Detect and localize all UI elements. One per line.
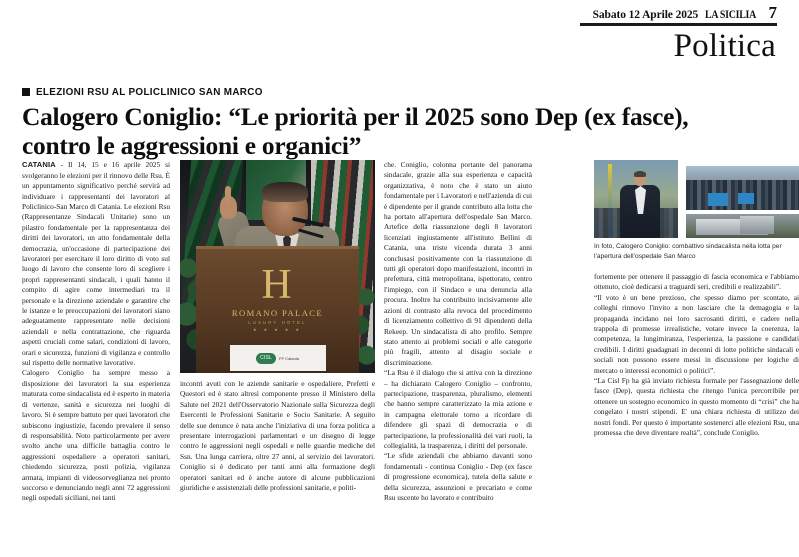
article-photo-podium — [180, 160, 375, 373]
dateline-city: CATANIA — [22, 160, 56, 169]
masthead-date: Sabato 12 Aprile 2025 — [592, 9, 699, 21]
podium-plate — [218, 263, 338, 337]
article-column-3 — [384, 160, 532, 503]
speaker-hair — [634, 171, 646, 177]
cisl-sign-text: FP Catania — [279, 355, 299, 361]
column4-paragraph-3: “La Cisl Fp ha già inviato richiesta formale per l'assegnazione delle fasce (Dep), questa richiesta che ritengo l'unica percorribile per ottenere un sostegno economico in questo momento di “crisi” che ha congelato i nostri stipendi. E' una chiara richiesta di utilizzo dei nostri fondi. Per questo è importante sostenerci alle elezioni Rsu, una promessa che deve diventare realtà”, conclude Coniglio. — [594, 376, 799, 438]
article-column-1 — [22, 160, 170, 504]
article-body — [22, 160, 799, 555]
hotel-stars-icon: ★ ★ ★ ★ ★ — [253, 327, 302, 332]
hotel-monogram-icon: H — [261, 262, 294, 308]
section-title: Politica — [673, 28, 776, 64]
kicker-label: ELEZIONI RSU AL POLICLINICO SAN MARCO — [36, 86, 263, 98]
masthead-page-number: 7 — [768, 3, 777, 22]
headline-line-2: contro le aggressioni e organici” — [22, 132, 362, 161]
masthead — [22, 0, 777, 21]
protest-banner-2 — [738, 193, 754, 204]
podium — [196, 246, 359, 373]
paragraph — [22, 160, 170, 368]
photo-demonstration-crowd — [686, 166, 799, 210]
column3-paragraph-1: che. Coniglio, colonna portante del panorama sindacale, grazie alla sua esperienza e capacità organizzativa, è noto che è stato un aiuto fondamentale per i Lavoratori e nell'azienda di cui è dipendente per il grande contributo alla lotta che ha portato all'apertura dell'ospedale San Marco. Artefice della riassunzione degli 8 lavoratori licenziati ingiustamente all'istituto Bellini di Catania, una triste vicenda durata 3 anni conclusasi positivamente con la riassunzione di tutti gli operatori dopo manifestazioni, incontri in prefettura, città metropolitana, ispettorato, centro l'impiego, con il Sindaco e una denuncia alla procura. Inoltre ha contribuito incisivamente alle azioni di contrasto alla revoca del procedimento di licenziamento collettivo di 91 dipendenti della Rekeep. Un sindacalista di alto profilo. Sempre stato attento ai problemi sociali e alle categorie più fragili, attento al disagio sociale e discriminazione. — [384, 160, 532, 367]
hotel-subtitle: LUXURY HOTEL — [248, 320, 307, 325]
speaker-pointing-finger — [225, 186, 231, 202]
hospital-building-2 — [740, 216, 774, 234]
photo-hospital-aerial — [686, 214, 799, 238]
article-column-4 — [594, 272, 799, 439]
protest-banner-1 — [708, 193, 728, 206]
masthead-divider — [580, 23, 777, 26]
masthead-paper-name: LA SICILIA — [705, 9, 757, 21]
bullet-square-icon — [22, 88, 30, 96]
dateline-dash: - — [55, 160, 68, 169]
column4-paragraph-2: “Il voto è un bene prezioso, che spesso diamo per scontato, ai colleghi rinnovo l'invito a non lasciare che la demagogia e la propaganda incidano nei loro sacrosanti diritti, e cadere nella trappola di promesse irrealistiche, votare invece la coerenza, la competenza, la lungimiranza, l'esperienza, la passione e candidati credibili. I diritti guadagnati in decenni di lotte politiche sindacali e sociali non possono essere messi in discussione per logiche di mercato o interessi economici o politici”. — [594, 292, 799, 375]
column3-paragraph-2: “La Rsu è il dialogo che si attiva con la direzione – ha dichiarato Calogero Coniglio – confronto, partecipazione, trasparenza, pluralismo, elementi che hanno sempre caratterizzato la mia azione e in campagna elettorale torno a ricordare di difendere gli spazi di democrazia e di partecipazione, la professionalità dei vari ruoli, la collegialità, la trasparenza, i diritti del personale. — [384, 368, 532, 450]
article-column-2 — [180, 379, 375, 493]
photo-speaker-outdoor — [594, 160, 678, 238]
cisl-logo-icon: CISL — [256, 353, 276, 364]
page-title — [22, 103, 777, 162]
column3-paragraph-3: “Le sfide aziendali che abbiamo davanti sono fondamentali - continua Coniglio - Dep (ex fasce di progressione economica), tutela della salute e della sicurezza, assunzioni e precariato e come Rsu uscente ho lavorato e contribuito — [384, 451, 532, 502]
column1-paragraph-2: Calogero Coniglio ha sempre messo a disposizione dei lavoratori la sua esperienza maturata come sindacalista ed è esperto in materia di vertenze, sanità e sicurezza nei luoghi di lavoro. Si è sempre battuto per quei lavoratori che subiscono ingiustizie, facendo prevalere il senso di responsabilità. Noto particolarmente per avere svolto anche una difficile battaglia contro le aggressioni ospedaliere a operatori sanitari, chiedendo sicurezza, posti polizia, vigilanza armata, impianti di videosorveglianza nei pronto soccorso e denunciando negli anni 72 aggressioni negli ospedali siciliani, nei tanti — [22, 368, 170, 503]
column1-paragraph-1: Il 14, 15 e 16 aprile 2025 si svolgeranno le elezioni per il rinnovo delle Rsu. È un appuntamento significativo perché servirà ad individuare i rappresentanti dei lavoratori al Policlinico-San Marco di Catania. Le elezioni Rsu (Rappresentanze Sindacali Unitarie) sono un pilastro fondamentale per la rappresentanza dei diritti dei lavoratori, un atto fondamentale della democrazia, un'occasione di partecipazione dei lavoratori per esercitare il loro diritto di voto sul luogo di lavoro che consente loro di scegliere i propri rappresentanti sindacali, i quali hanno il compito di agire come intermediari tra il personale e la direzione aziendale e garantire che le istanze e le preoccupazioni dei lavoratori siano adeguatamente rappresentate nelle decisioni aziendali e nella contrattazione, che riguarda aspetti cruciali come salari, condizioni di lavoro, orari e sicurezza, funzioni di vigilanza e controllo sul rispetto delle normative lavorative. — [22, 160, 170, 368]
photo-caption: In foto, Calogero Coniglio: combattivo sindacalista nella lotta per l’apertura dell’ospedale San Marco — [594, 243, 782, 260]
hotel-name: ROMANO PALACE — [231, 308, 324, 318]
headline-line-1: Calogero Coniglio: “Le priorità per il 2025 sono Dep (ex fasce), — [22, 102, 689, 131]
union-sign — [230, 345, 326, 371]
column4-paragraph-1: fortemente per ottenere il passaggio di fascia economica e l'abbiamo ottenuto, cioè dedicarsi a traguardi seri, credibili e realizzabili”. — [594, 272, 799, 292]
column2-paragraph-1: incontri avuti con le aziende sanitarie e ospedaliere, Prefetti e Questori ed è stato altresì componente presso il Ministero della Salute nel 2021 dell'Osservatorio Nazionale sulla Sicurezza degli Esercenti le Professioni Sanitarie e Socio Sanitarie. A seguito delle sue denunce è nata anche l'iniziativa di una forza politica a presentare interrogazioni parlamentari e un disegno di legge contro le aggressioni negli ospedali e nelle guardie mediche del Ssn. Una lunga carriera, oltre 27 anni, al servizio dei lavoratori. Coniglio si è dedicato per tanti anni alla formazione degli operatori sanitari ed è anche autore di alcune pubblicazioni giuridiche e assistenziali delle professioni sanitarie, e politi- — [180, 379, 375, 493]
speaker-hair — [262, 182, 308, 202]
article-kicker — [22, 87, 777, 98]
article-photo-cluster — [594, 160, 799, 238]
